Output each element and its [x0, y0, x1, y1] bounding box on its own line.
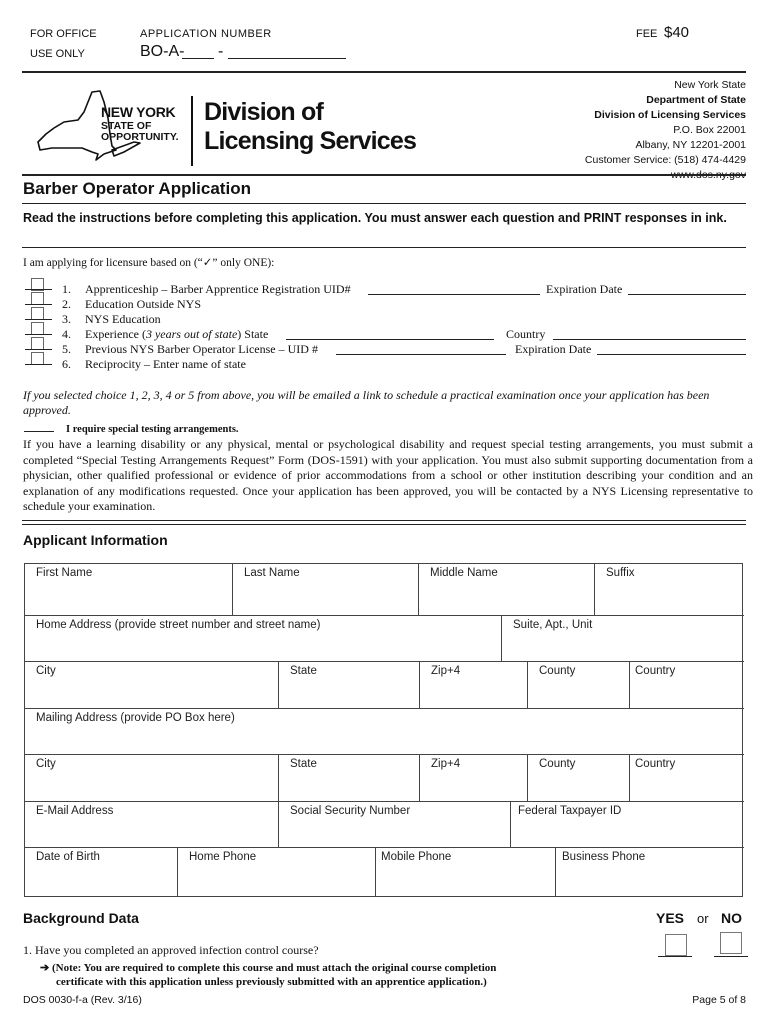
application-number-field-1[interactable]: [182, 58, 214, 59]
question-1-note-line-2: certificate with this application unless previously submitted with an apprentice application.): [56, 976, 487, 988]
mailing-state-label: State: [290, 758, 317, 770]
title-top-divider: [22, 174, 746, 176]
option-4-label-italic: 3 years out of state: [145, 327, 238, 341]
address-department: Department of State: [646, 94, 746, 106]
option-1-expiration-label: Expiration Date: [546, 282, 623, 296]
taxpayer-id-label: Federal Taxpayer ID: [518, 805, 622, 817]
suite-label: Suite, Apt., Unit: [513, 619, 593, 631]
home-phone-label: Home Phone: [189, 851, 257, 863]
first-name-label: First Name: [36, 567, 93, 579]
option-3-number: 3.: [62, 312, 71, 326]
suite-field[interactable]: [501, 615, 744, 661]
or-header: or: [697, 911, 709, 926]
option-2-number: 2.: [62, 297, 71, 311]
option-4-number: 4.: [62, 327, 71, 341]
home-state-field[interactable]: [278, 661, 419, 708]
email-field[interactable]: [25, 801, 278, 847]
address-phone: Customer Service: (518) 474-4429: [584, 154, 746, 166]
question-1-yes-checkbox[interactable]: [665, 934, 687, 956]
option-4-country-field[interactable]: [553, 339, 746, 340]
address-city: Albany, NY 12201-2001: [635, 139, 746, 151]
address-division: Division of Licensing Services: [594, 109, 746, 121]
section-divider-2: [22, 524, 746, 525]
home-country-field[interactable]: [629, 661, 744, 708]
page-title: Barber Operator Application: [23, 179, 251, 198]
option-5-uid-field[interactable]: [336, 354, 506, 355]
option-6-underline: [25, 364, 52, 365]
mailing-country-field[interactable]: [629, 754, 744, 801]
question-1-no-checkbox[interactable]: [720, 932, 742, 954]
application-number-field-2[interactable]: [228, 58, 346, 59]
option-5-label: Previous NYS Barber Operator License – UID #: [85, 342, 318, 356]
email-label: E-Mail Address: [36, 805, 114, 817]
home-address-label: Home Address (provide street number and street name): [36, 619, 321, 631]
mailing-city-field[interactable]: [25, 754, 278, 801]
option-6-label: Reciprocity – Enter name of state: [85, 357, 246, 371]
option-3-underline: [25, 319, 52, 320]
home-county-label: County: [539, 665, 576, 677]
mobile-phone-field[interactable]: [375, 847, 555, 896]
business-phone-field[interactable]: [555, 847, 744, 896]
option-1-underline: [25, 289, 52, 290]
option-4-label-b: ) State: [237, 327, 269, 341]
home-country-label: Country: [635, 665, 676, 677]
page-number: Page 5 of 8: [692, 994, 746, 1006]
option-5-number: 5.: [62, 342, 71, 356]
application-number-prefix: BO-A-: [140, 43, 185, 60]
business-phone-label: Business Phone: [562, 851, 646, 863]
address-state: New York State: [674, 79, 746, 91]
logo-state-of: STATE OF: [101, 120, 152, 132]
applicant-table: [24, 563, 743, 897]
instructions-text: Read the instructions before completing this application. You must answer each question and PRINT responses in ink.: [23, 211, 727, 225]
last-name-label: Last Name: [244, 567, 300, 579]
mailing-state-field[interactable]: [278, 754, 419, 801]
date-of-birth-label: Date of Birth: [36, 851, 100, 863]
option-5-expiration-field[interactable]: [597, 354, 746, 355]
logo-opportunity: OPPORTUNITY.: [101, 131, 179, 143]
ssn-label: Social Security Number: [290, 805, 411, 817]
home-address-field[interactable]: [25, 615, 501, 661]
option-3-label: NYS Education: [85, 312, 161, 326]
form-id: DOS 0030-f-a (Rev. 3/16): [23, 994, 142, 1006]
special-testing-text: If you have a learning disability or any physical, mental or psychological disability and request special testing arrangements, you must submit a completed “Special Testing Arrangements Request” Form (DOS-1591) with your application. You must also submit supporting documentation from a physician, other qualified professional or evidence of prior accommodations from a school or other institution describing your condition and an explanation of any modifications requested. Once your application has been approved, you will be contacted by a NYS Licensing representative to schedule your examination.: [23, 437, 753, 513]
fee-amount: $40: [664, 24, 690, 41]
address-po-box: P.O. Box 22001: [673, 124, 746, 136]
logo-divider: [191, 96, 193, 166]
applicant-heading: Applicant Information: [23, 532, 168, 548]
mailing-country-label: Country: [635, 758, 676, 770]
option-2-underline: [25, 304, 52, 305]
mobile-phone-label: Mobile Phone: [381, 851, 452, 863]
title-bottom-divider: [22, 203, 746, 204]
logo-division-of: Division of: [204, 98, 323, 126]
date-of-birth-field[interactable]: [25, 847, 177, 896]
address-block: [585, 78, 746, 183]
background-heading: Background Data: [23, 910, 139, 926]
question-1-yes-underline: [658, 956, 692, 957]
application-number-label: APPLICATION NUMBER: [140, 28, 272, 40]
option-1-uid-field[interactable]: [368, 294, 540, 295]
option-1-label: Apprenticeship – Barber Apprentice Registration UID#: [85, 282, 351, 296]
mailing-county-field[interactable]: [527, 754, 629, 801]
ssn-field[interactable]: [278, 801, 510, 847]
option-4-state-field[interactable]: [286, 339, 494, 340]
option-5-expiration-label: Expiration Date: [515, 342, 592, 356]
suffix-label: Suffix: [606, 567, 635, 579]
option-1-expiration-field[interactable]: [628, 294, 746, 295]
question-1-note-line-1: ➔ (Note: You are required to complete this course and must attach the original course completion: [40, 962, 497, 974]
application-number-dash: -: [218, 43, 224, 60]
special-testing-checkbox-line[interactable]: [24, 431, 54, 432]
option-2-label: Education Outside NYS: [85, 297, 201, 311]
last-name-field[interactable]: [232, 564, 418, 615]
special-testing-label: I require special testing arrangements.: [66, 424, 239, 435]
mailing-address-field[interactable]: [25, 708, 744, 754]
home-zip-label: Zip+4: [431, 665, 461, 677]
fee-label: FEE: [636, 28, 658, 40]
taxpayer-id-field[interactable]: [510, 801, 744, 847]
option-5-underline: [25, 349, 52, 350]
suffix-field[interactable]: [594, 564, 744, 615]
question-1: 1. Have you completed an approved infection control course?: [23, 943, 319, 957]
option-4-underline: [25, 334, 52, 335]
logo-new-york: NEW YORK: [101, 104, 176, 120]
home-state-label: State: [290, 665, 317, 677]
middle-name-label: Middle Name: [430, 567, 498, 579]
instructions-divider: [22, 247, 746, 248]
question-1-no-underline: [714, 956, 748, 957]
mailing-county-label: County: [539, 758, 576, 770]
middle-name-field[interactable]: [418, 564, 594, 615]
home-county-field[interactable]: [527, 661, 629, 708]
option-4-label: [85, 327, 268, 342]
home-city-field[interactable]: [25, 661, 278, 708]
mailing-zip-field[interactable]: [419, 754, 527, 801]
header-divider: [22, 71, 746, 73]
option-6-number: 6.: [62, 357, 71, 371]
mailing-zip-label: Zip+4: [431, 758, 461, 770]
logo-licensing-services: Licensing Services: [204, 127, 417, 155]
home-zip-field[interactable]: [419, 661, 527, 708]
home-city-label: City: [36, 665, 56, 677]
option-4-country-label: Country: [506, 327, 546, 341]
mailing-address-label: Mailing Address (provide PO Box here): [36, 712, 235, 724]
exam-note: If you selected choice 1, 2, 3, 4 or 5 from above, you will be emailed a link to schedule a practical examination once your application has been approved.: [23, 388, 710, 417]
for-office-label: FOR OFFICE: [30, 28, 97, 40]
yes-header: YES: [656, 910, 685, 926]
mailing-city-label: City: [36, 758, 56, 770]
first-name-field[interactable]: [25, 564, 232, 615]
option-1-number: 1.: [62, 282, 71, 296]
no-header: NO: [721, 910, 742, 926]
use-only-label: USE ONLY: [30, 48, 85, 60]
section-divider-1: [22, 520, 746, 521]
home-phone-field[interactable]: [177, 847, 375, 896]
option-4-label-a: Experience (: [85, 327, 146, 341]
basis-intro: I am applying for licensure based on (“✓” only ONE):: [23, 257, 275, 269]
